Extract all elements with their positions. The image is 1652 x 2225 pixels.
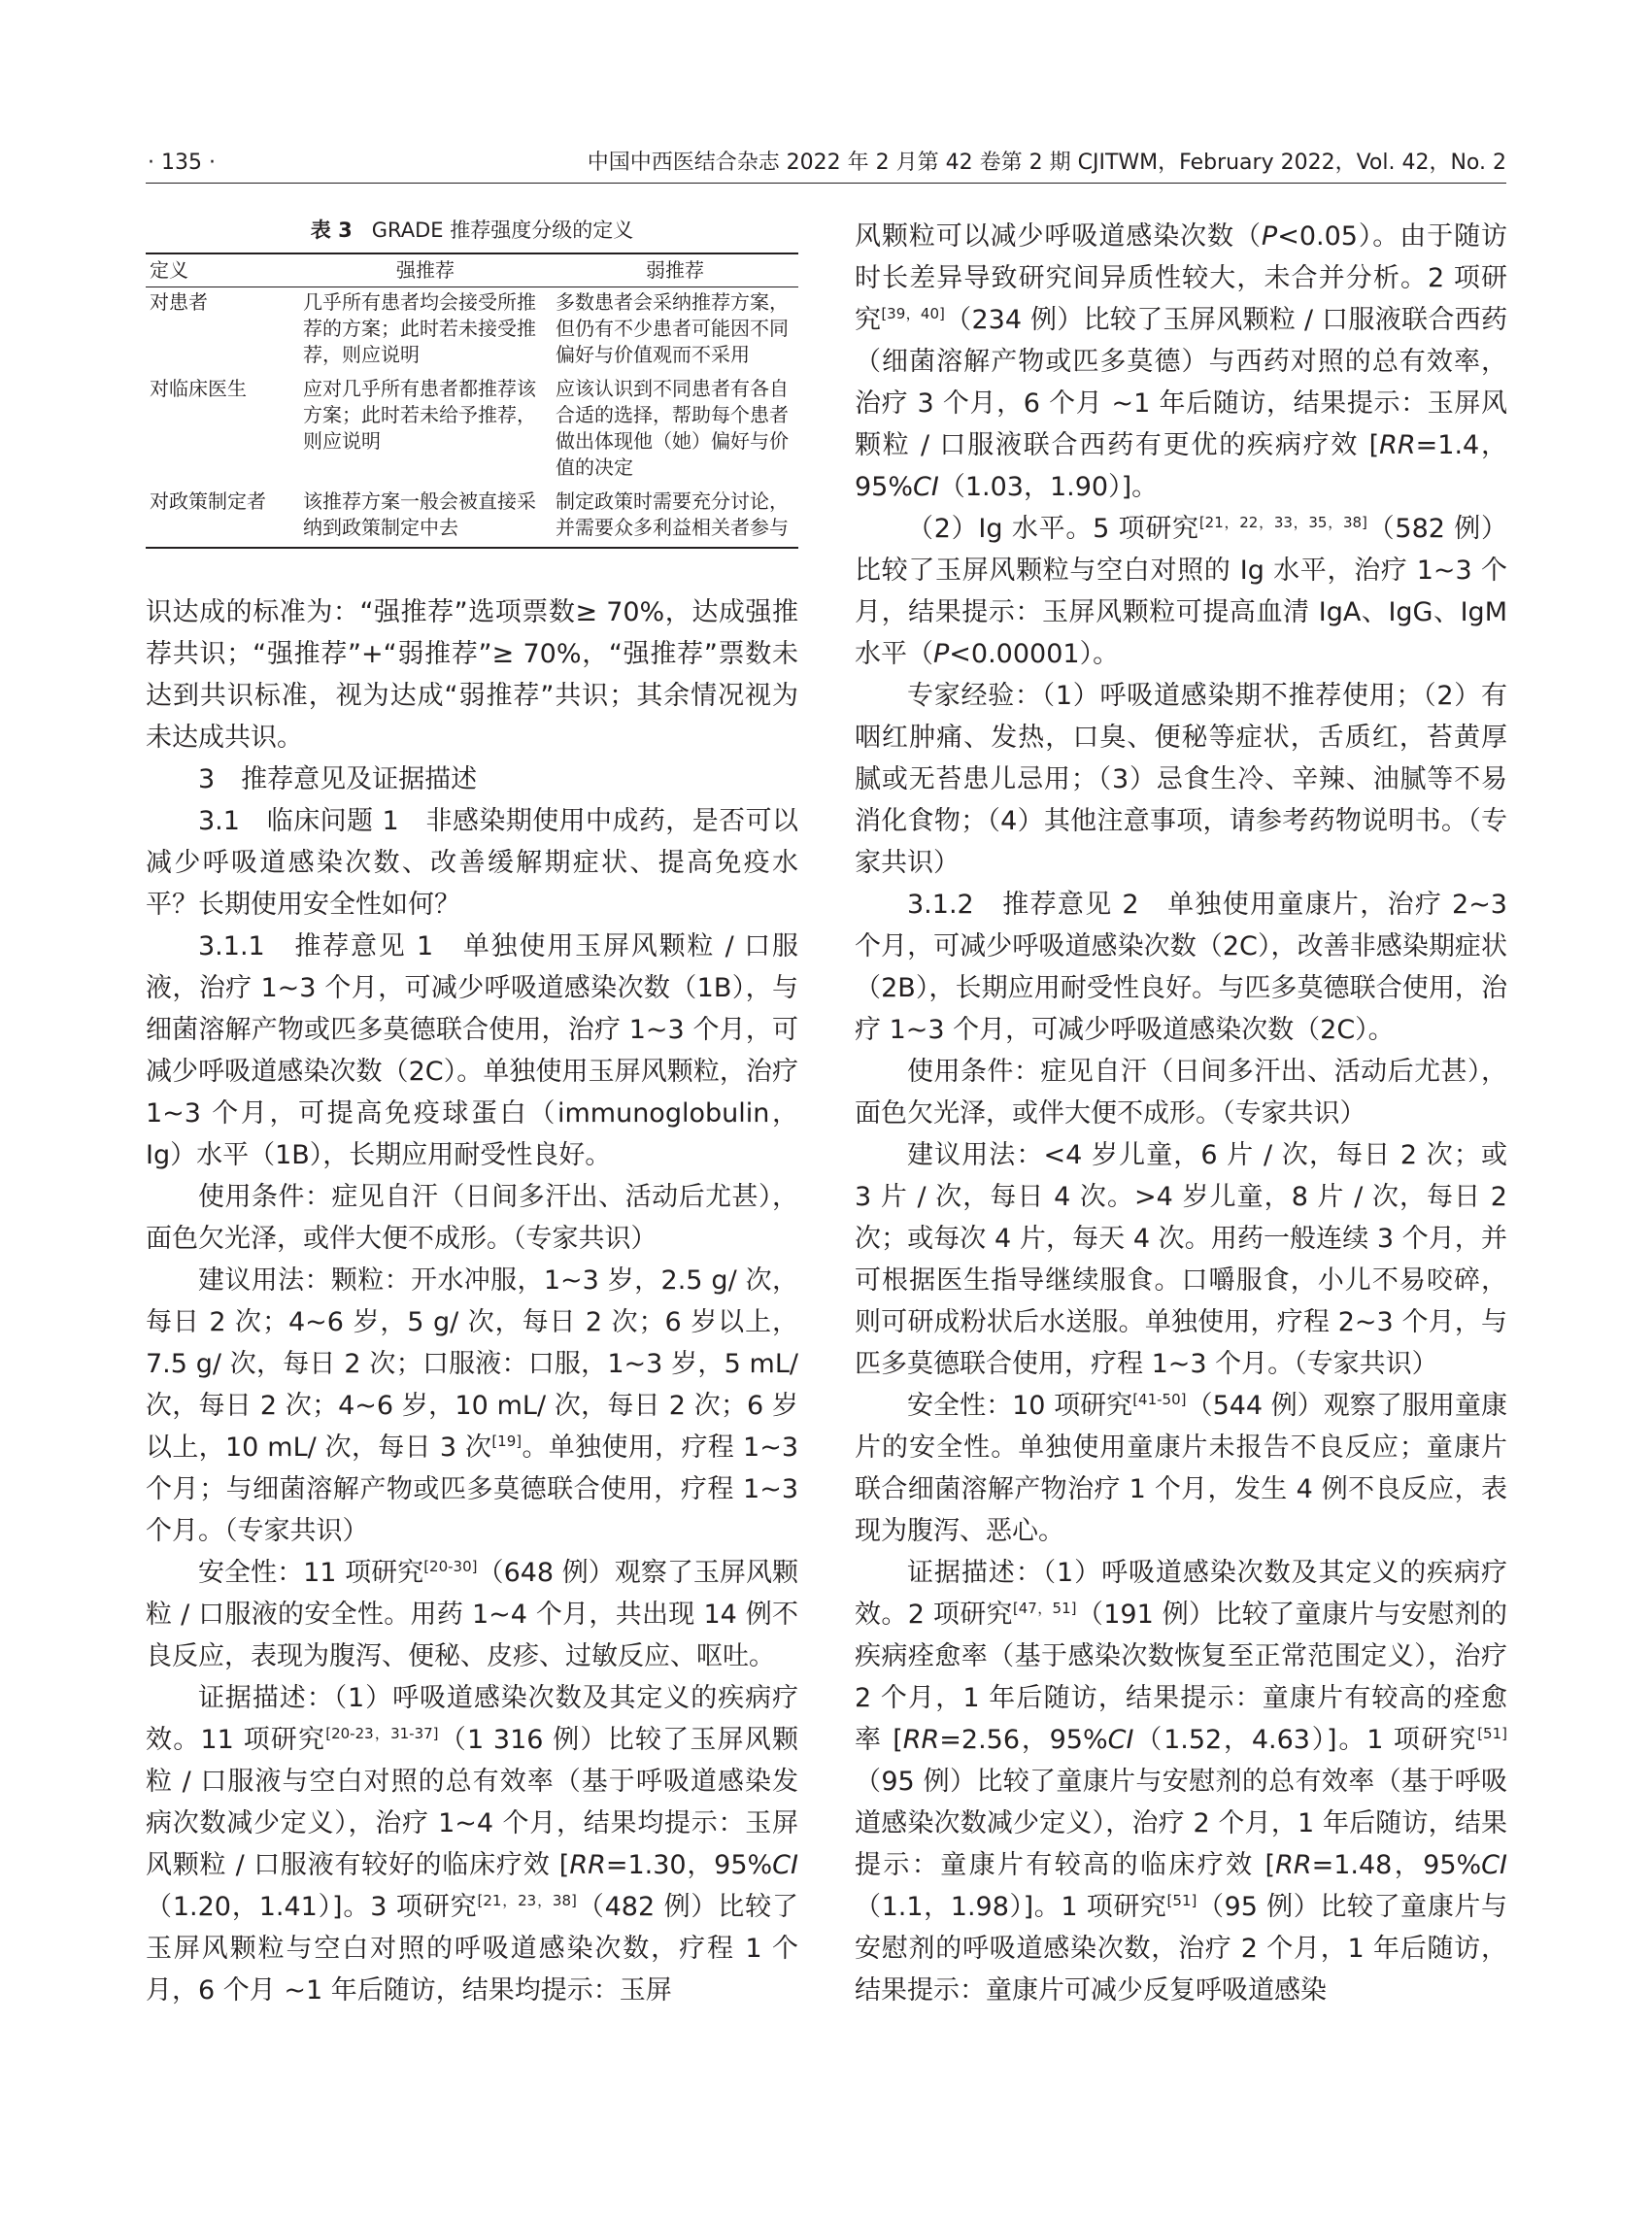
- table-caption: [146, 216, 798, 245]
- paragraph-consensus: 识达成的标准为：“强推荐”选项票数≥ 70%，达成强推荐共识；“强推荐”+“弱推荐”≥ 70%，“强推荐”票数未达到共识标准，视为达成“弱推荐”共识；其余情况视为未达成共识。: [146, 597, 798, 753]
- table-row: [146, 287, 798, 375]
- table-row: [146, 487, 798, 548]
- running-header: [146, 146, 1506, 185]
- journal-citation: 中国中西医结合杂志 2022 年 2 月第 42 卷第 2 期 CJITWM，February 2022，Vol. 42，No. 2: [587, 151, 1506, 175]
- citation-ref: [51]: [1477, 1725, 1507, 1742]
- evidence-paragraph: 证据描述：（1）呼吸道感染次数及其定义的疾病疗效。11 项研究[20-23，31-37]（1 316 例）比较了玉屏风颗粒 / 口服液与空白对照的总有效率（基于呼吸道感染发病次数减少定义），治疗 1~4 个月，结果均提示：玉屏风颗粒 / 口服液有较好的临床疗效 [RR=1.30，95%CI（1.20，1.41）]。3 项研究[21，23，38]（482 例）比较了玉屏风颗粒与空白对照的呼吸道感染次数，疗程 1 个月，6 个月 ~1 年后随访，结果均提示：玉屏: [146, 1683, 798, 2006]
- evidence-continued: 风颗粒可以减少呼吸道感染次数（P<0.05）。由于随访时长差异导致研究间异质性较大，未合并分析。2 项研究[39，40]（234 例）比较了玉屏风颗粒 / 口服液联合西药（细菌溶解产物或匹多莫德）与西药对照的总有效率，治疗 3 个月，6 个月 ~1 年后随访，结果提示：玉屏风颗粒 / 口服液联合西药有更优的疾病疗效 [RR=1.4，95%CI（1.03，1.90）]。: [855, 221, 1508, 502]
- usage-conditions-2: 使用条件：症见自汗（日间多汗出、活动后尤甚），面色欠光泽，或伴大便不成形。（专家共识）: [855, 1057, 1507, 1129]
- usage-conditions: 使用条件：症见自汗（日间多汗出、活动后尤甚），面色欠光泽，或伴大便不成形。（专家共识）: [146, 1182, 798, 1254]
- citation-ref: [20-30]: [423, 1558, 478, 1575]
- citation-ref: [47，51]: [1012, 1600, 1077, 1617]
- dosage-paragraph-2: 建议用法：<4 岁儿童，6 片 / 次，每日 2 次；或 3 片 / 次，每日 4 次。>4 岁儿童，8 片 / 次，每日 2 次；或每次 4 片，每天 4 次。用药一般连续 3 个月，并可根据医生指导继续服食。口嚼服食，小儿不易咬碎，则可研成粉状后水送服。单独使用，疗程 2~3 个月，与匹多莫德联合使用，疗程 1~3 个月。（专家共识）: [855, 1140, 1507, 1379]
- page-number: · 135 ·: [148, 151, 216, 175]
- citation-ref: [21，22，33，35，38]: [1198, 514, 1367, 531]
- evidence-paragraph-2: 证据描述：（1）呼吸道感染次数及其定义的疾病疗效。2 项研究[47，51]（191 例）比较了童康片与安慰剂的疾病痊愈率（基于感染次数恢复至正常范围定义），治疗 2 个月，1 年后随访，结果提示：童康片有较高的痊愈率 [RR=2.56，95%CI（1.52，4.63）]。1 项研究[51]（95 例）比较了童康片与安慰剂的总有效率（基于呼吸道感染次数减少定义），治疗 2 个月，1 年后随访，结果提示：童康片有较高的临床疗效 [RR=1.48，95%CI（1.1，1.98）]。1 项研究[51]（95 例）比较了童康片与安慰剂的呼吸道感染次数，治疗 2 个月，1 年后随访，结果提示：童康片可减少反复呼吸道感染: [855, 1558, 1507, 2006]
- table-caption-label: 表 3: [310, 219, 353, 242]
- safety-paragraph: 安全性：11 项研究[20-30]（648 例）观察了玉屏风颗粒 / 口服液的安全性。用药 1~4 个月，共出现 14 例不良反应，表现为腹泻、便秘、皮疹、过敏反应、呕吐。: [146, 1558, 798, 1671]
- col-header-strong: 强推荐: [299, 253, 552, 287]
- weak-cell: 制定政策时需要充分讨论，并需要众多利益相关者参与: [552, 487, 798, 548]
- strong-cell: 应对几乎所有患者都推荐该方案；此时若未给予推荐，则应说明: [303, 377, 536, 453]
- citation-ref: [41-50]: [1132, 1391, 1187, 1408]
- grade-table: [146, 253, 798, 549]
- table-caption-text: GRADE 推荐强度分级的定义: [371, 219, 634, 242]
- citation-ref: [19]: [491, 1433, 523, 1450]
- header-rule: [146, 183, 1506, 184]
- strong-cell: 该推荐方案一般会被直接采纳到政策制定中去: [299, 487, 552, 548]
- safety-paragraph-2: 安全性：10 项研究[41-50]（544 例）观察了服用童康片的安全性。单独使用童康片未报告不良反应；童康片联合细菌溶解产物治疗 1 个月，发生 4 例不良反应，表现为腹泻、恶心。: [855, 1391, 1507, 1546]
- weak-cell: 多数患者会采纳推荐方案，但仍有不少患者可能因不同偏好与价值观而不采用: [556, 290, 789, 366]
- right-column: [855, 216, 1507, 2011]
- citation-ref: [21，23，38]: [477, 1892, 577, 1909]
- citation-ref: [20-23，31-37]: [325, 1725, 439, 1742]
- row-label: 对患者: [150, 290, 208, 314]
- citation-ref: [39，40]: [881, 305, 945, 322]
- table-row: [146, 374, 798, 487]
- col-header-weak: 弱推荐: [552, 253, 798, 287]
- citation-ref: [51]: [1166, 1892, 1197, 1909]
- subsection-heading-3-1: 3.1 临床问题 1 非感染期使用中成药，是否可以减少呼吸道感染次数、改善缓解期症状、提高免疫水平？长期使用安全性如何？: [146, 806, 798, 920]
- dosage-paragraph: 建议用法：颗粒：开水冲服，1~3 岁，2.5 g/ 次，每日 2 次；4~6 岁，5 g/ 次，每日 2 次；6 岁以上，7.5 g/ 次，每日 2 次；口服液：口服，1~3 岁，5 mL/ 次，每日 2 次；4~6 岁，10 mL/ 次，每日 2 次；6 岁以上，10 mL/ 次，每日 3 次[19]。单独使用，疗程 1~3 个月；与细菌溶解产物或匹多莫德联合使用，疗程 1~3 个月。（专家共识）: [146, 1265, 799, 1546]
- ig-level-paragraph: （2）Ig 水平。5 项研究[21，22，33，35，38]（582 例）比较了玉屏风颗粒与空白对照的 Ig 水平，治疗 1~3 个月，结果提示：玉屏风颗粒可提高血清 IgA、IgG、IgM 水平（P<0.00001）。: [855, 514, 1507, 669]
- weak-cell: 应该认识到不同患者有各自合适的选择，帮助每个患者做出体现他（她）偏好与价值的决定: [556, 377, 789, 479]
- strong-cell: 几乎所有患者均会接受所推荐的方案；此时若未接受推荐，则应说明: [303, 290, 536, 366]
- table-header-row: [146, 253, 798, 287]
- recommendation-2: 3.1.2 推荐意见 2 单独使用童康片，治疗 2~3 个月，可减少呼吸道感染次数（2C），改善非感染期症状（2B），长期应用耐受性良好。与匹多莫德联合使用，治疗 1~3 个月，可减少呼吸道感染次数（2C）。: [855, 890, 1507, 1045]
- left-column: [146, 216, 798, 2011]
- section-heading-3: 3 推荐意见及证据描述: [198, 764, 478, 794]
- row-label: 对政策制定者: [146, 487, 299, 548]
- expert-experience: 专家经验：（1）呼吸道感染期不推荐使用；（2）有咽红肿痛、发热，口臭、便秘等症状，舌质红，苔黄厚腻或无苔患儿忌用；（3）忌食生冷、辛辣、油腻等不易消化食物；（4）其他注意事项，请参考药物说明书。（专家共识）: [855, 681, 1507, 878]
- col-header-definition: 定义: [146, 253, 299, 287]
- recommendation-1: 3.1.1 推荐意见 1 单独使用玉屏风颗粒 / 口服液，治疗 1~3 个月，可减少呼吸道感染次数（1B），与细菌溶解产物或匹多莫德联合使用，治疗 1~3 个月，可减少呼吸道感染次数（2C）。单独使用玉屏风颗粒，治疗 1~3 个月，可提高免疫球蛋白（immunoglobulin，Ig）水平（1B），长期应用耐受性良好。: [146, 931, 798, 1170]
- row-label: 对临床医生: [150, 377, 247, 400]
